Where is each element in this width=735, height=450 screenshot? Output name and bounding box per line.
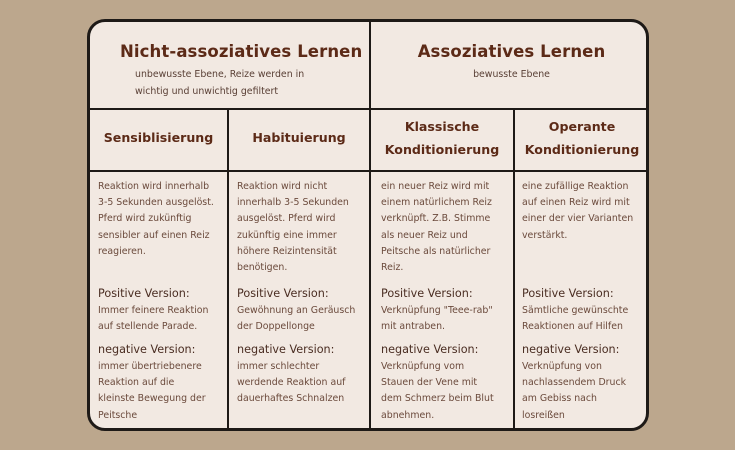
description-sensiblisierung bbox=[98, 179, 214, 260]
text-line: auf einen Reiz wird mit bbox=[522, 197, 630, 209]
positive-text bbox=[237, 303, 355, 335]
text-line: höhere Reizintensität bbox=[237, 245, 337, 257]
positive-version-sensiblisierung bbox=[98, 286, 208, 335]
text-line: verstärkt. bbox=[522, 229, 568, 241]
description-habituierung bbox=[237, 179, 349, 276]
negative-text bbox=[381, 359, 494, 424]
text-line: Reaktion wird nicht bbox=[237, 181, 328, 192]
text-line: der Doppellonge bbox=[237, 321, 315, 333]
negative-version-operante-konditionierung bbox=[522, 342, 626, 424]
positive-label: Positive Version: bbox=[98, 287, 190, 300]
header-line: Habituierung bbox=[252, 130, 346, 145]
header-line: Konditionierung bbox=[524, 142, 640, 157]
text-line: Reaktion wird innerhalb bbox=[98, 181, 210, 192]
negative-label: negative Version: bbox=[237, 343, 335, 356]
description-operante-konditionierung bbox=[522, 179, 633, 244]
subtitle-line: wichtig und unwichtig gefiltert bbox=[135, 86, 279, 97]
negative-text bbox=[522, 359, 626, 424]
header-line: Operante bbox=[548, 119, 616, 134]
column-header-habituierung bbox=[229, 126, 369, 149]
text-line: ausgelöst. Pferd wird bbox=[237, 213, 336, 225]
column-header-klassische-konditionierung bbox=[371, 115, 513, 161]
text-line: nachlassendem Druck bbox=[522, 377, 627, 389]
text-line: Reaktion auf die bbox=[98, 377, 175, 389]
column-header-sensiblisierung bbox=[90, 126, 227, 149]
text-line: reagieren. bbox=[98, 245, 146, 257]
text-line: Peitsche bbox=[98, 409, 138, 421]
text-line: mit antraben. bbox=[381, 321, 445, 333]
text-line: einer der vier Varianten bbox=[522, 213, 634, 225]
negative-version-sensiblisierung bbox=[98, 342, 206, 424]
text-line: Sämtliche gewünschte bbox=[522, 305, 629, 316]
text-line: Verknüpfung vom bbox=[381, 361, 465, 372]
text-line: Verknüpfung "Teee-rab" bbox=[381, 305, 493, 316]
text-line: Verknüpfung von bbox=[522, 361, 602, 372]
text-line: Immer feinere Reaktion bbox=[98, 305, 209, 316]
text-line: sensibler auf einen Reiz bbox=[98, 229, 210, 241]
text-line: innerhalb 3-5 Sekunden bbox=[237, 197, 349, 209]
text-line: eine zufällige Reaktion bbox=[522, 181, 629, 192]
positive-version-habituierung bbox=[237, 286, 355, 335]
negative-label: negative Version: bbox=[381, 343, 479, 356]
text-line: Gewöhnung an Geräusch bbox=[237, 305, 356, 316]
positive-version-operante-konditionierung bbox=[522, 286, 628, 335]
text-line: abnehmen. bbox=[381, 409, 435, 421]
header-line: Sensiblisierung bbox=[103, 130, 214, 145]
column-header-operante-konditionierung bbox=[515, 115, 649, 161]
positive-text bbox=[381, 303, 493, 335]
text-line: verknüpft. Z.B. Stimme bbox=[381, 213, 491, 225]
positive-version-klassische-konditionierung bbox=[381, 286, 493, 335]
positive-label: Positive Version: bbox=[237, 287, 329, 300]
negative-version-klassische-konditionierung bbox=[381, 342, 494, 424]
text-line: ein neuer Reiz wird mit bbox=[381, 181, 490, 192]
text-line: auf stellende Parade. bbox=[98, 321, 198, 333]
text-line: benötigen. bbox=[237, 262, 288, 274]
text-line: losreißen bbox=[522, 409, 565, 421]
header-line: Konditionierung bbox=[384, 142, 500, 157]
text-line: immer schlechter bbox=[237, 361, 320, 372]
text-line: am Gebiss nach bbox=[522, 393, 597, 405]
text-line: Reaktionen auf Hilfen bbox=[522, 321, 623, 333]
group-subtitle-non-associative bbox=[135, 66, 304, 100]
positive-label: Positive Version: bbox=[381, 287, 473, 300]
header-line: Klassische bbox=[404, 119, 480, 134]
text-line: kleinste Bewegung der bbox=[98, 393, 206, 405]
negative-label: negative Version: bbox=[522, 343, 620, 356]
learning-types-table bbox=[87, 19, 649, 431]
negative-text bbox=[237, 359, 345, 408]
negative-text bbox=[98, 359, 206, 424]
negative-version-habituierung bbox=[237, 342, 345, 408]
negative-label: negative Version: bbox=[98, 343, 196, 356]
text-line: Stauen der Vene mit bbox=[381, 377, 478, 389]
text-line: immer übertriebenere bbox=[98, 361, 202, 372]
text-line: dauerhaftes Schnalzen bbox=[237, 393, 345, 405]
group-title-non-associative: Nicht-assoziatives Lernen bbox=[120, 42, 363, 61]
text-line: Peitsche als natürlicher bbox=[381, 245, 491, 257]
divider-left bbox=[227, 108, 229, 428]
positive-text bbox=[522, 303, 628, 335]
text-line: 3-5 Sekunden ausgelöst. bbox=[98, 197, 214, 209]
text-line: Pferd wird zukünftig bbox=[98, 213, 192, 225]
text-line: dem Schmerz beim Blut bbox=[381, 393, 494, 405]
text-line: einem natürlichem Reiz bbox=[381, 197, 492, 209]
text-line: als neuer Reiz und bbox=[381, 229, 468, 241]
group-subtitle-associative: bewusste Ebene bbox=[473, 69, 550, 80]
positive-text bbox=[98, 303, 208, 335]
positive-label: Positive Version: bbox=[522, 287, 614, 300]
text-line: Reiz. bbox=[381, 262, 404, 274]
subtitle-line: unbewusste Ebene, Reize werden in bbox=[135, 69, 305, 80]
divider-groups bbox=[90, 108, 646, 110]
text-line: zukünftig eine immer bbox=[237, 229, 337, 241]
divider-headers bbox=[90, 170, 646, 172]
description-klassische-konditionierung bbox=[381, 179, 492, 276]
group-title-associative: Assoziatives Lernen bbox=[417, 42, 606, 61]
text-line: werdende Reaktion auf bbox=[237, 377, 346, 389]
